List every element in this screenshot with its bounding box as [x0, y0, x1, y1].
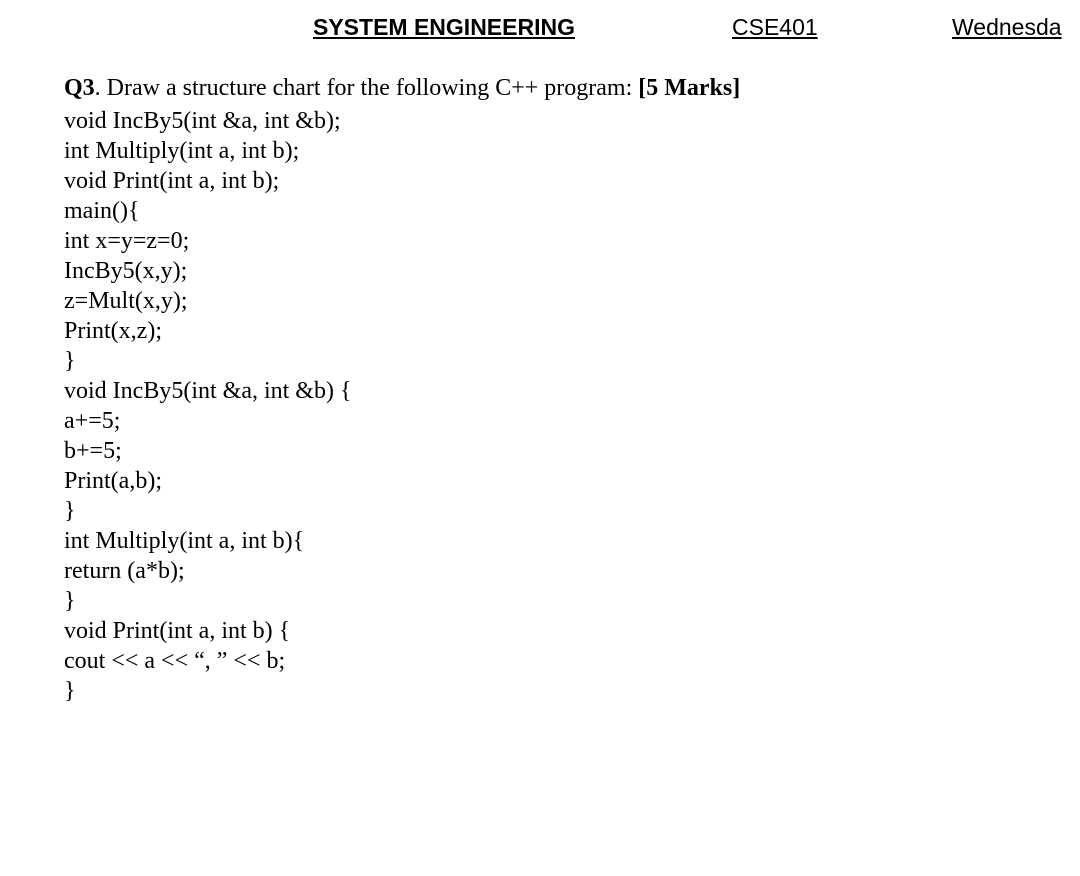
code-line: }: [64, 678, 76, 704]
code-line: b+=5;: [64, 438, 122, 464]
code-line: }: [64, 348, 76, 374]
page-header: [0, 4, 1080, 44]
code-line: main(){: [64, 198, 140, 224]
code-line: Print(a,b);: [64, 468, 162, 494]
code-line: void IncBy5(int &a, int &b) {: [64, 378, 352, 404]
code-line: return (a*b);: [64, 558, 185, 584]
question-3: [64, 73, 740, 706]
code-line: int x=y=z=0;: [64, 228, 190, 254]
code-line: Print(x,z);: [64, 318, 162, 344]
code-line: int Multiply(int a, int b);: [64, 138, 300, 164]
question-marks: [5 Marks]: [638, 75, 741, 101]
exam-day: Wednesda: [952, 14, 1062, 40]
question-number: Q3: [64, 75, 95, 101]
code-line: }: [64, 588, 76, 614]
code-line: z=Mult(x,y);: [64, 288, 188, 314]
question-prompt: . Draw a structure chart for the following C++ program:: [94, 75, 639, 101]
code-line: cout << a << “, ” << b;: [64, 648, 286, 674]
code-line: void Print(int a, int b);: [64, 168, 280, 194]
code-line: a+=5;: [64, 408, 121, 434]
question-prompt-line: [64, 73, 740, 103]
code-line: void Print(int a, int b) {: [64, 618, 291, 644]
code-line: }: [64, 498, 76, 524]
code-line: void IncBy5(int &a, int &b);: [64, 108, 341, 134]
code-line: int Multiply(int a, int b){: [64, 528, 305, 554]
code-line: IncBy5(x,y);: [64, 258, 188, 284]
course-title: SYSTEM ENGINEERING: [313, 14, 575, 40]
course-code: CSE401: [732, 14, 818, 40]
